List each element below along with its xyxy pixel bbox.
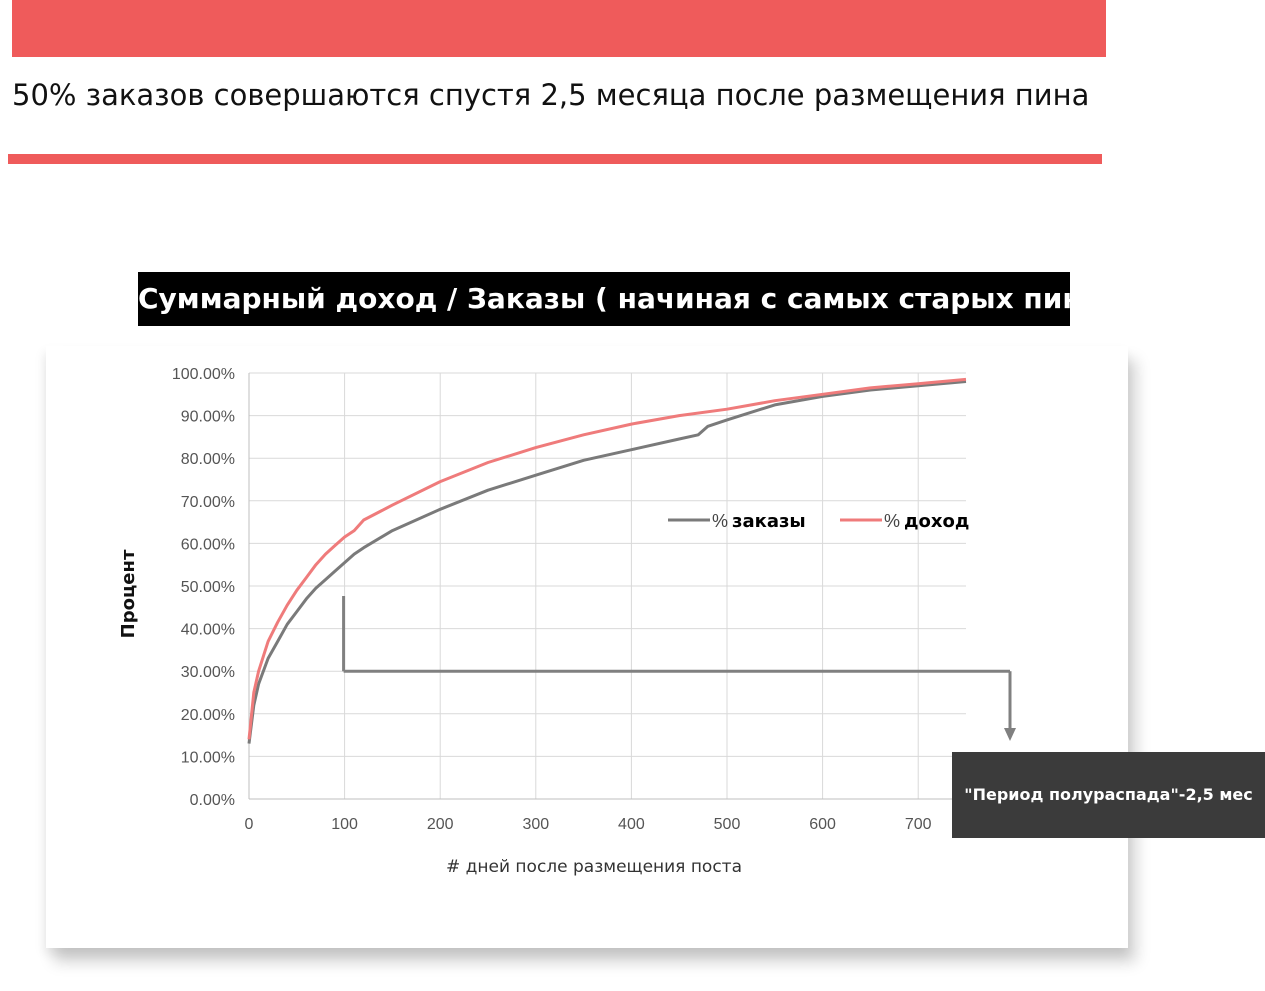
bottom-red-band: [8, 154, 1102, 164]
y-tick-label: 50.00%: [180, 579, 235, 596]
legend-percent-symbol: %: [884, 511, 901, 531]
top-red-band: [12, 0, 1106, 57]
y-tick-label: 0.00%: [189, 792, 235, 809]
x-tick-label: 600: [809, 816, 836, 833]
x-tick-label: 200: [426, 816, 454, 833]
y-axis-label: Процент: [118, 549, 139, 639]
annotation-arrow-head: [1004, 728, 1016, 741]
x-tick-label: 700: [904, 816, 932, 833]
orders-line-legend-label: заказы: [732, 511, 806, 532]
y-axis-ticks: [172, 366, 235, 809]
y-tick-label: 40.00%: [180, 621, 235, 639]
line-chart: [46, 346, 1128, 948]
x-tick-label: 400: [618, 816, 645, 833]
half-life-annotation: [344, 596, 1016, 741]
chart-series: [249, 379, 966, 743]
chart-title: Суммарный доход / Заказы ( начиная с самых старых пинов): [138, 272, 1070, 326]
x-tick-label: 0: [244, 816, 254, 833]
chart-legend: [668, 511, 969, 532]
y-tick-label: 60.00%: [180, 536, 235, 554]
revenue-line: [249, 379, 966, 739]
y-tick-label: 100.00%: [171, 366, 235, 383]
chart-grid: [249, 373, 966, 799]
chart-card: [46, 346, 1128, 948]
page-headline: 50% заказов совершаются спустя 2,5 месяца после размещения пина: [12, 78, 1090, 112]
x-axis-label: # дней после размещения поста: [446, 857, 742, 877]
y-tick-label: 90.00%: [180, 408, 235, 426]
y-tick-label: 70.00%: [180, 493, 235, 511]
y-tick-label: 80.00%: [180, 451, 235, 469]
x-axis-ticks: [245, 816, 932, 833]
x-tick-label: 100: [331, 816, 358, 833]
x-tick-label: 500: [713, 816, 741, 833]
orders-line: [249, 382, 966, 744]
revenue-line-legend-label: доход: [904, 511, 970, 532]
legend-percent-symbol: %: [712, 511, 729, 531]
y-tick-label: 30.00%: [180, 664, 235, 682]
y-tick-label: 10.00%: [180, 749, 235, 767]
x-tick-label: 300: [522, 816, 550, 833]
half-life-callout: "Период полураспада"-2,5 мес: [952, 752, 1265, 838]
y-tick-label: 20.00%: [180, 706, 235, 724]
